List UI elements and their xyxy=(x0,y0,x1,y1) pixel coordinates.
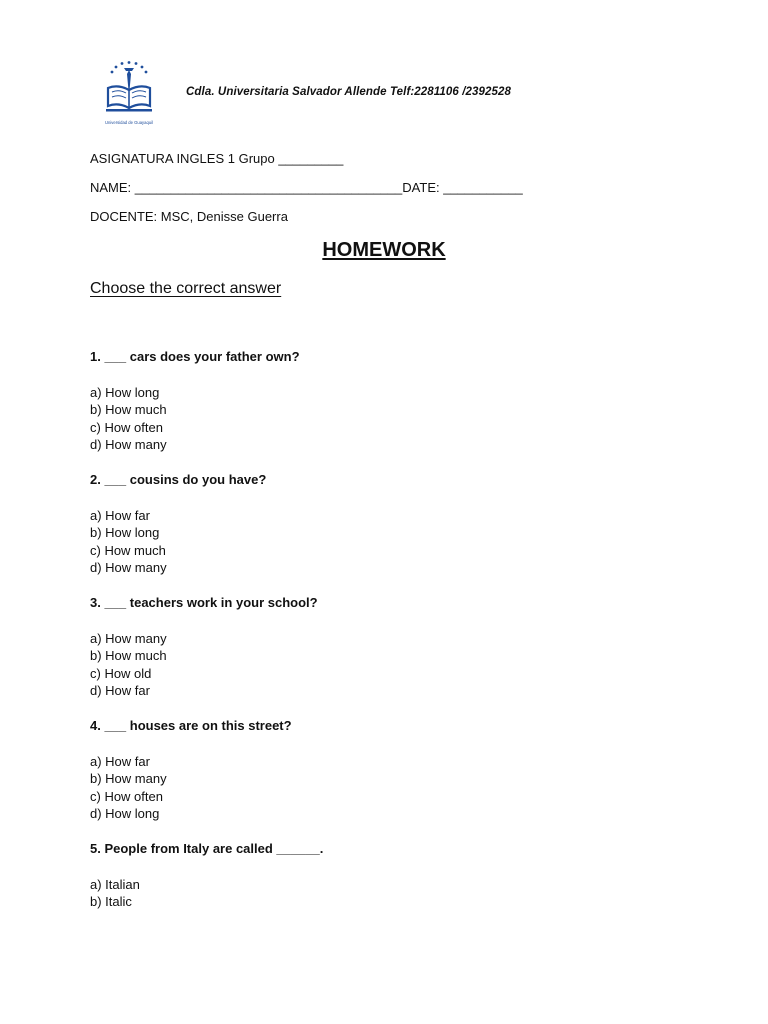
answer-option: a) How far xyxy=(90,508,150,523)
answer-option: b) How much xyxy=(90,402,167,418)
name-date-field: NAME: _____________________________________DATE: ___________ xyxy=(90,180,523,195)
answer-option: b) How much xyxy=(90,648,167,664)
answer-option: c) How much xyxy=(90,542,166,558)
answer-option: a) How many xyxy=(90,631,167,646)
question-prompt: 1. ___ cars does your father own? xyxy=(90,349,300,364)
address-phone-line: Cdla. Universitaria Salvador Allende Telf:2281106 /2392528 xyxy=(186,86,511,98)
answer-option: c) How old xyxy=(90,665,152,681)
teacher-field: DOCENTE: MSC, Denisse Guerra xyxy=(90,209,288,224)
answer-option: d) How many xyxy=(90,560,167,576)
answer-option: c) How often xyxy=(90,419,163,435)
answer-option: a) How long xyxy=(90,385,160,400)
logo-caption: Universidad de Guayaquil xyxy=(105,120,153,125)
question-prompt: 2. ___ cousins do you have? xyxy=(90,472,267,487)
answer-option: b) How many xyxy=(90,771,167,787)
answer-option: c) How often xyxy=(90,788,163,804)
answer-option: a) Italian xyxy=(90,877,140,892)
answer-options xyxy=(90,876,140,911)
answer-option: d) How far xyxy=(90,683,150,699)
page-title-text: HOMEWORK xyxy=(322,239,446,261)
answer-options xyxy=(90,384,167,454)
university-book-logo-icon xyxy=(102,58,156,124)
question-prompt: 3. ___ teachers work in your school? xyxy=(90,595,318,610)
question-prompt: 5. People from Italy are called ______. xyxy=(90,841,324,856)
answer-option: b) How long xyxy=(90,525,160,541)
instructions-heading: Choose the correct answer xyxy=(90,280,282,297)
page-title xyxy=(0,239,768,262)
answer-option: a) How far xyxy=(90,754,150,769)
answer-option: b) Italic xyxy=(90,894,132,910)
answer-options xyxy=(90,630,167,700)
question-prompt: 4. ___ houses are on this street? xyxy=(90,718,292,733)
answer-option: d) How many xyxy=(90,437,167,453)
answer-options xyxy=(90,753,167,823)
answer-options xyxy=(90,507,167,577)
answer-option: d) How long xyxy=(90,806,160,822)
subject-group-field: ASIGNATURA INGLES 1 Grupo _________ xyxy=(90,151,344,166)
